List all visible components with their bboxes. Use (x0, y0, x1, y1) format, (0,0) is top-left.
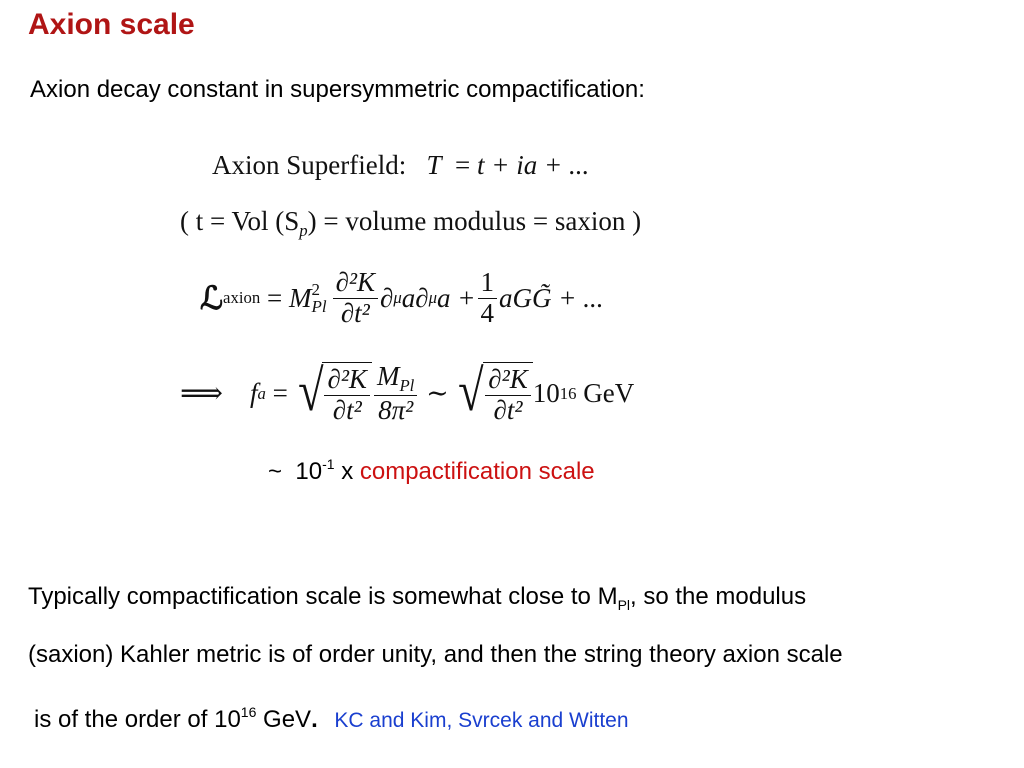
sqrt2-den: ∂t² (493, 394, 523, 425)
sqrt1-num: ∂²K (324, 365, 369, 396)
superfield-label: Axion Superfield: (212, 150, 407, 180)
approx-exp: -1 (322, 456, 335, 472)
paragraph-line-3 (34, 706, 629, 734)
planck-sub: Pl (311, 297, 327, 317)
partial-symbol: ∂ (380, 282, 394, 313)
slide-title: Axion scale (28, 8, 195, 41)
mu-sub: μ (393, 288, 402, 308)
lagrangian-tail: aGG̃ + ... (499, 282, 604, 313)
approx-x: x (341, 458, 354, 485)
fa-equals: = (272, 378, 288, 409)
lagrangian-symbol: ℒ (200, 280, 224, 317)
axion-lagrangian-equation: ℒ axion = M 2 Pl $\frac{\text{∂²K}}{\text{∂t²}}$ ∂ μ a∂ μ a + $\frac{1}{4}$ aGG̃ + ... (200, 267, 604, 328)
paragraph-line-2: (saxion) Kahler metric is of order unity, and then the string theory axion scale (28, 641, 843, 668)
sim-symbol: ∼ (426, 378, 449, 409)
kahler-fraction (333, 268, 378, 328)
paragraph-line-1 (28, 583, 806, 613)
sqrt-2: √ $\frac{\text{∂²K}}{\text{∂t²}}$ (455, 362, 532, 425)
ten-exp: 16 (559, 383, 577, 403)
implies-arrow: ⟹ (180, 377, 224, 411)
kahler-num: ∂²K (333, 268, 378, 299)
quarter-num: 1 (478, 268, 498, 299)
fa-symbol: f (250, 378, 258, 409)
ten-base: 10 (532, 378, 560, 409)
planck-mass: M (288, 282, 312, 313)
gev-unit: GeV (583, 378, 635, 409)
reference-citation: KC and Kim, Svrcek and Witten (334, 709, 629, 732)
mpl-num: $M_{Pl}$ (374, 362, 417, 396)
intro-text: Axion decay constant in supersymmetric compactification: (30, 76, 645, 103)
vol-sub: p (299, 220, 308, 240)
decay-constant-equation (180, 358, 635, 426)
quarter-den: 4 (480, 297, 495, 328)
a-plus: a + (437, 282, 476, 313)
para1-sub: Pl (617, 597, 631, 613)
superfield-rhs: t + ia + ... (477, 150, 590, 180)
approx-base: 10 (295, 458, 323, 485)
axion-superfield-equation: Axion Superfield: T = t + ia + ... (212, 150, 590, 180)
lagrangian-sub: axion (223, 288, 261, 308)
para3-text: is of the order of 10 (34, 706, 241, 733)
para1-text: Typically compactification scale is somewhat close to M (28, 583, 618, 610)
superfield-lhs: T (426, 150, 442, 180)
para1-text2: , so the modulus (630, 583, 807, 610)
para3-dot: . (311, 706, 318, 733)
a-partial: a∂ (401, 282, 429, 313)
planck-sup: 2 (311, 280, 320, 300)
volume-modulus-equation (180, 206, 641, 241)
vol-text-a: ( t = Vol (S (180, 206, 300, 236)
approx-tilde: ~ (268, 458, 283, 485)
sqrt2-num: ∂²K (485, 365, 530, 396)
kahler-den: ∂t² (340, 297, 370, 328)
mpl-den: 8π² (378, 395, 414, 426)
para3-text2: GeV (256, 706, 312, 733)
para3-sup: 16 (240, 704, 257, 720)
mu-sup: μ (428, 288, 438, 308)
compactification-scale-label: compactification scale (359, 458, 595, 485)
fa-sub: a (257, 383, 266, 403)
approx-line (268, 458, 595, 486)
quarter-fraction (478, 268, 498, 328)
sqrt-1: √ $\frac{\text{∂²K}}{\text{∂t²}}$ (295, 362, 372, 425)
vol-text-b: ) = volume modulus = saxion ) (307, 206, 642, 236)
sqrt1-den: ∂t² (332, 394, 362, 425)
mpl-fraction (374, 362, 417, 426)
